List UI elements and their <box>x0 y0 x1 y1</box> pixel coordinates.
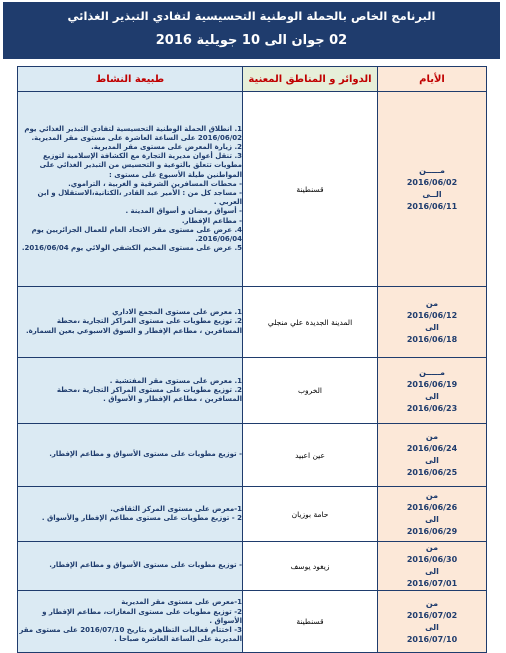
activity-item: - مطاعم الإفطار. <box>181 216 242 225</box>
days-cell <box>378 542 487 591</box>
days-end: 2016/06/25 <box>406 468 458 477</box>
activity-item: - توزيع مطويات على مستوى الأسواق و مطاعم الإفطار. <box>49 561 242 570</box>
days-start: 2016/06/24 <box>406 444 458 453</box>
zone-cell: عين اعبيد <box>243 424 378 487</box>
days-from: من <box>425 299 439 308</box>
activity-item: 1-معرض على مستوى المركز الثقافي. <box>110 504 242 513</box>
zone-cell: زيغود يوسف <box>243 542 378 591</box>
days-to: الى <box>425 391 439 401</box>
activity-item: - توزيع مطويات على مستوى الأسواق و مطاعم الإفطار. <box>49 450 242 459</box>
days-start: 2016/06/26 <box>406 503 458 512</box>
activity-cell <box>18 542 243 591</box>
table-row <box>18 92 487 287</box>
days-end: 2016/07/10 <box>406 634 458 644</box>
activity-item: 1-معرض على مستوى مقر المديرية <box>121 598 242 607</box>
activity-cell <box>18 424 243 487</box>
title-banner <box>3 2 500 59</box>
activity-item: 3- اختتام فعاليات التظاهرة بتاريخ 2016/07/10 على مستوى مقر المديرية على الساعة العاشرة صباحا . <box>19 626 242 644</box>
zone-cell: الخروب <box>243 358 378 424</box>
activity-item: 4. عرض على مستوى مقر الاتحاد العام للعمال الجزائريين يوم 2016/06/04. <box>31 225 242 244</box>
header-zones: الدوائر و المناطق المعنية <box>243 67 378 92</box>
activity-item: 1. معرض على مستوى المجمع الاداري <box>112 308 242 317</box>
table-row <box>18 358 487 424</box>
activity-item: 1. معرض على مستوى مقر المفتشية . <box>109 376 242 385</box>
days-start: 2016/06/19 <box>406 379 458 389</box>
activity-item: 3. تنقل أعوان مديرية التجارة مع الكشافة الإسلامية لتوزيع مطويات تتعلق بالتوعية و التحسيس من التبذير الغذائي على المواطنين طيلة الأسبوع على مستوى : <box>39 152 242 179</box>
zone-cell: المدينة الجديدة علي منجلي <box>243 287 378 358</box>
days-end: 2016/07/01 <box>406 579 458 588</box>
days-cell <box>378 287 487 358</box>
table-header-row <box>18 67 487 92</box>
table-row <box>18 591 487 653</box>
activity-item: 5. عرض على مستوى المخيم الكشفي الولائي يوم 2016/06/04. <box>21 244 242 253</box>
days-to: الى <box>425 456 439 465</box>
days-cell <box>378 487 487 542</box>
days-from: من <box>425 598 439 608</box>
days-end: 2016/06/29 <box>406 527 458 536</box>
page-title: البرنامج الخاص بالحملة الوطنية التحسيسية لتفادي التبذير الغذائي <box>67 9 436 23</box>
activity-cell <box>18 92 243 287</box>
activity-cell <box>18 487 243 542</box>
activity-item: - مساجد كل من : الأمير عبد القادر ،الكتانية،الاستقلال و ابن العربي . <box>37 189 242 207</box>
days-to: الى <box>425 323 439 332</box>
days-to: الى <box>425 622 439 632</box>
activity-item: 2. توزيع مطويات على مستوى المراكز التجارية ،محطة المسافرين ، مطاعم الإفطار و السوق الاسبوعي بعين السمارة. <box>25 317 242 335</box>
days-end: 2016/06/11 <box>406 202 458 211</box>
zone-cell: قسنطينة <box>243 92 378 287</box>
days-end: 2016/06/18 <box>406 335 458 344</box>
days-start: 2016/06/30 <box>406 555 458 564</box>
activity-item: 2. زيارة المعرض على مستوى مقر المديرية. <box>91 142 242 151</box>
zone-cell: قسنطينة <box>243 591 378 653</box>
days-from: مـــــن <box>419 367 445 377</box>
activity-cell <box>18 287 243 358</box>
days-from: مـــــن <box>419 166 445 175</box>
activity-item: 2. توزيع مطويات على مستوى المراكز التجارية ،محطة المسافرين ، مطاعم الإفطار و الأسواق . <box>56 385 242 404</box>
days-to: الــى <box>422 190 442 199</box>
days-cell <box>378 424 487 487</box>
activity-cell <box>18 591 243 653</box>
activity-item: 2 - توزيع مطويات على مستوى مطاعم الإفطار والأسواق . <box>41 514 242 522</box>
table-row <box>18 487 487 542</box>
activity-item: - محطات المسافرين الشرقية و الغربية ، التراموي. <box>68 179 242 188</box>
days-to: الى <box>425 567 439 576</box>
days-cell <box>378 591 487 653</box>
table-row <box>18 424 487 487</box>
days-start: 2016/06/02 <box>406 178 458 187</box>
days-start: 2016/07/02 <box>406 610 458 620</box>
days-from: من <box>425 491 439 500</box>
days-cell <box>378 92 487 287</box>
days-from: من <box>425 543 439 552</box>
zone-cell: حامة بوزيان <box>243 487 378 542</box>
days-from: من <box>425 432 439 441</box>
activity-item: - أسواق رمضان و أسواق المدينة . <box>125 207 242 216</box>
table-row <box>18 287 487 358</box>
schedule-table <box>17 66 487 653</box>
header-activity: طبيعة النشاط <box>18 67 243 92</box>
header-days: الأيام <box>378 67 487 92</box>
days-start: 2016/06/12 <box>406 311 458 320</box>
page-subtitle: 02 جوان الى 10 جويلية 2016 <box>155 33 348 48</box>
days-cell <box>378 358 487 424</box>
activity-cell <box>18 358 243 424</box>
table-row <box>18 542 487 591</box>
days-end: 2016/06/23 <box>406 403 458 413</box>
days-to: الى <box>425 515 439 524</box>
activity-item: 2- توزيع مطويات على مستوى المغازات، مطاعم الإفطار و الأسواق . <box>42 607 242 625</box>
activity-item: 1. انطلاق الحملة الوطنية التحسيسية لتفادي التبذير الغذائي يوم 2016/06/02 على الساعة العاشرة على مستوى مقر المديرية. <box>24 124 242 142</box>
